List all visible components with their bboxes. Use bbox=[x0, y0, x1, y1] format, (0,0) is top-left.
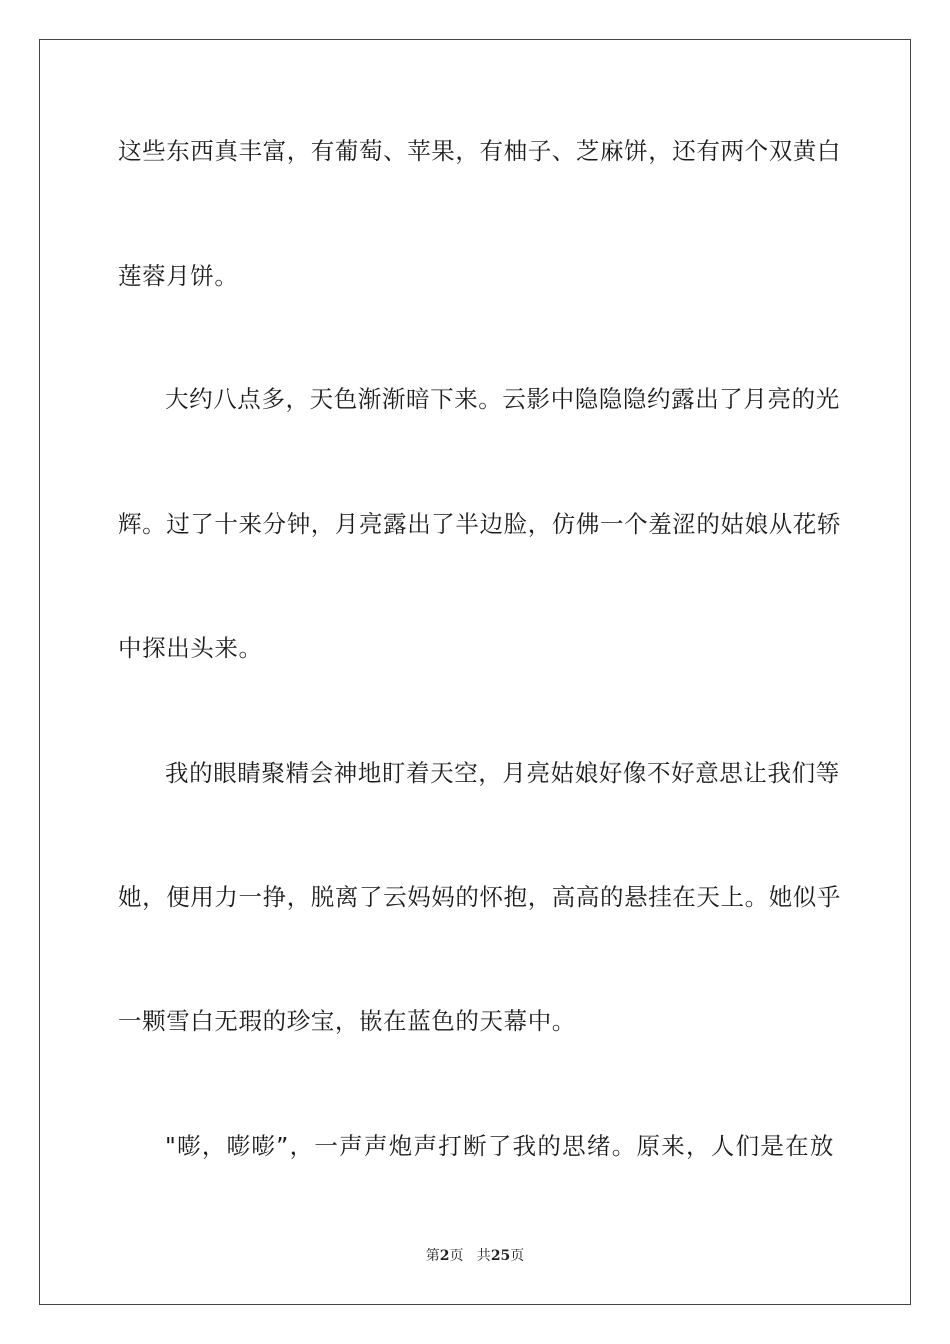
text-line-4: 辉。过了十来分钟，月亮露出了半边脸，仿佛一个羞涩的姑娘从花轿 bbox=[118, 510, 841, 538]
text-line-9: "嘭，嘭嘭”，一声声炮声打断了我的思绪。原来，人们是在放 bbox=[165, 1132, 834, 1160]
page-prefix: 第 bbox=[425, 1248, 440, 1264]
page-total-number: 25 bbox=[490, 1248, 511, 1264]
text-line-1: 这些东西真丰富，有葡萄、苹果，有柚子、芝麻饼，还有两个双黄白 bbox=[118, 137, 841, 165]
text-line-3: 大约八点多，天色渐渐暗下来。云影中隐隐隐约露出了月亮的光 bbox=[165, 385, 840, 413]
page-current-number: 2 bbox=[439, 1248, 450, 1264]
text-line-5: 中探出头来。 bbox=[118, 634, 263, 662]
page-border bbox=[39, 39, 911, 1305]
text-line-6: 我的眼睛聚精会神地盯着天空，月亮姑娘好像不好意思让我们等 bbox=[165, 759, 840, 787]
text-line-8: 一颗雪白无瑕的珍宝，嵌在蓝色的天幕中。 bbox=[118, 1007, 576, 1035]
page-mid: 页 共 bbox=[449, 1248, 491, 1264]
text-line-7: 她，便用力一挣，脱离了云妈妈的怀抱，高高的悬挂在天上。她似乎 bbox=[118, 883, 841, 911]
text-line-2: 莲蓉月饼。 bbox=[118, 262, 239, 290]
page-footer bbox=[0, 1246, 950, 1266]
page-suffix: 页 bbox=[510, 1248, 525, 1264]
